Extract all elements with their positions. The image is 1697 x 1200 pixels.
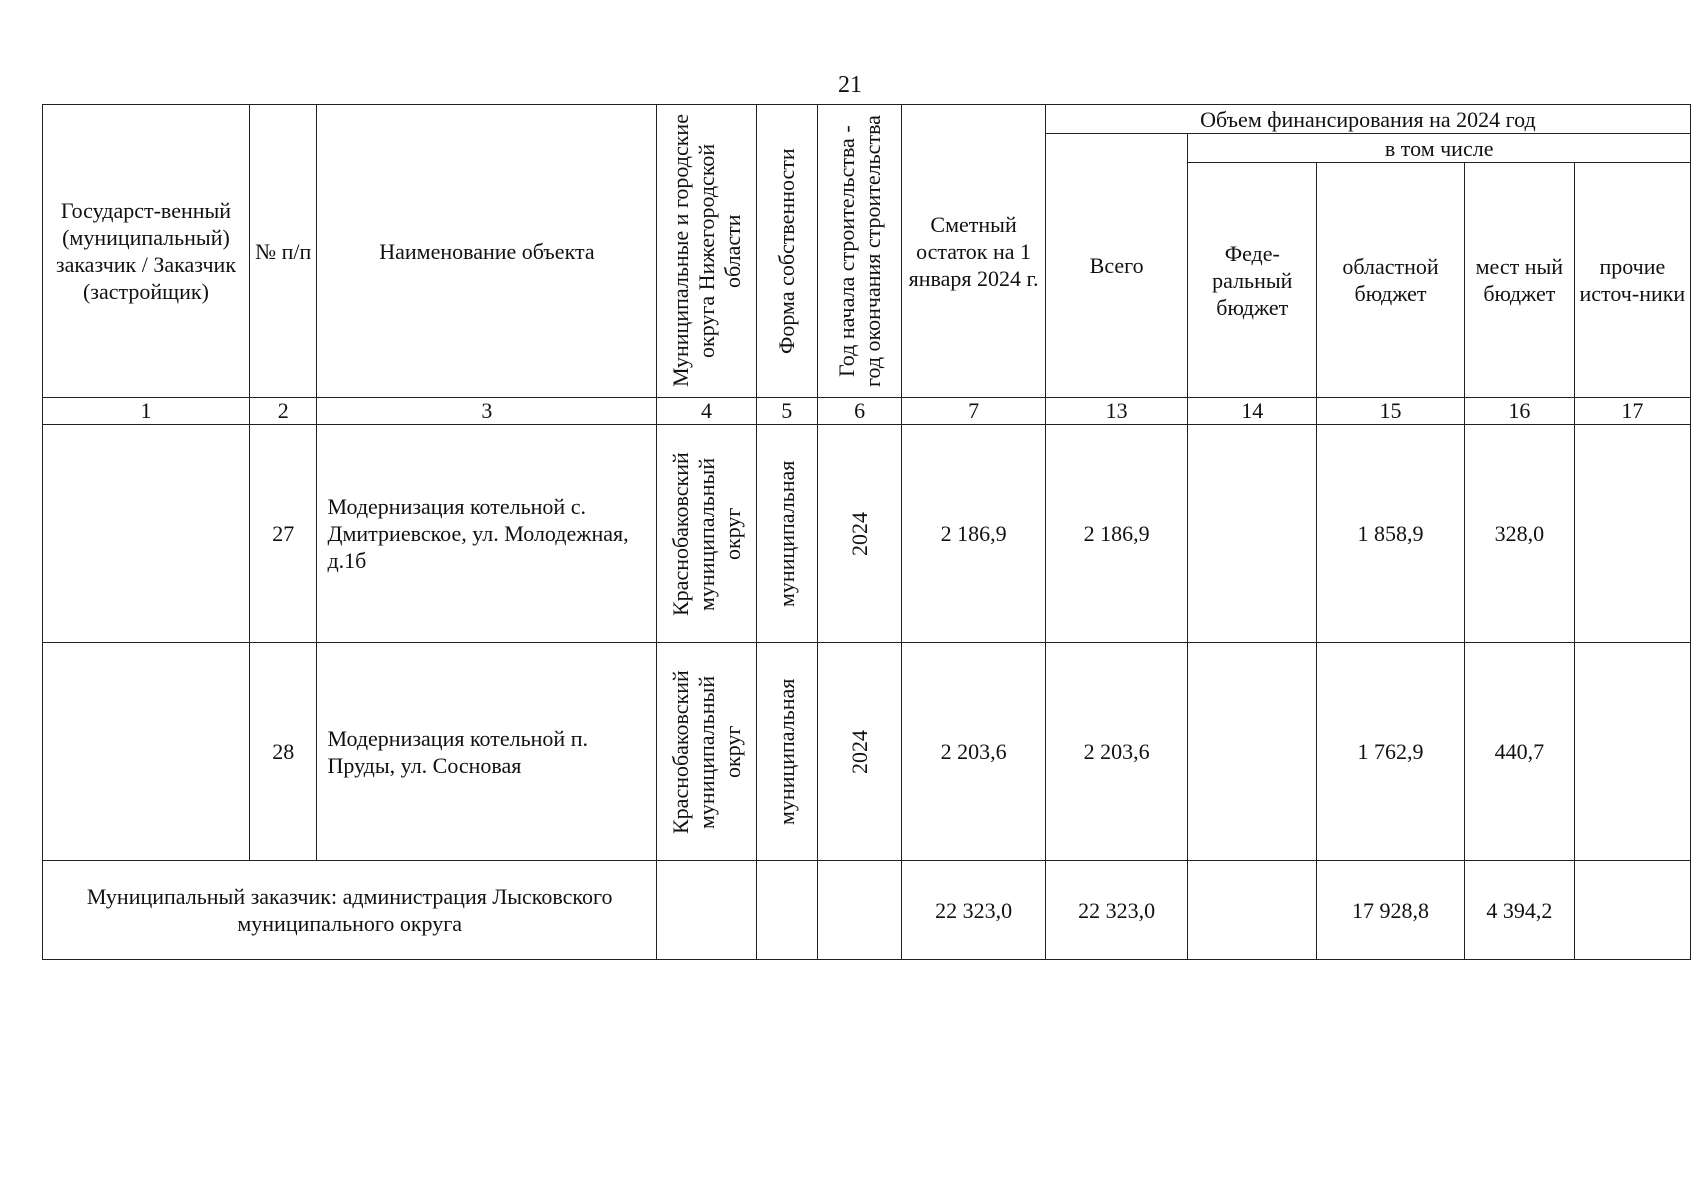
summary-empty-years [817, 861, 901, 960]
summary-empty-ownership [756, 861, 817, 960]
header-ownership [756, 105, 817, 398]
cell-district [657, 643, 756, 861]
table-row [43, 425, 1691, 643]
summary-federal [1188, 861, 1317, 960]
cell-object-name: Модернизация котельной с. Дмитриевское, ул. Молодежная, д.1б [317, 425, 657, 643]
header-years [817, 105, 901, 398]
cell-object-name: Модернизация котельной п. Пруды, ул. Сосновая [317, 643, 657, 861]
cell-total: 2 186,9 [1045, 425, 1188, 643]
cell-ownership-text: муниципальная [773, 678, 799, 825]
summary-regional: 17 928,8 [1317, 861, 1465, 960]
column-number: 15 [1317, 398, 1465, 425]
header-districts [657, 105, 756, 398]
column-number: 16 [1464, 398, 1574, 425]
column-number: 14 [1188, 398, 1317, 425]
cell-district [657, 425, 756, 643]
header-customer: Государст-венный (муниципальный) заказчик / Заказчик (застройщик) [43, 105, 250, 398]
table-row [43, 643, 1691, 861]
header-regional: областной бюджет [1317, 163, 1465, 398]
cell-customer [43, 643, 250, 861]
column-number: 13 [1045, 398, 1188, 425]
cell-federal [1188, 425, 1317, 643]
cell-local: 328,0 [1464, 425, 1574, 643]
header-financing-group: Объем финансирования на 2024 год [1045, 105, 1690, 134]
column-number: 5 [756, 398, 817, 425]
header-districts-text: Муниципальные и городские округа Нижегородской области [667, 114, 745, 388]
header-federal: Феде-ральный бюджет [1188, 163, 1317, 398]
header-number: № п/п [249, 105, 317, 398]
summary-total: 22 323,0 [1045, 861, 1188, 960]
cell-ownership-text: муниципальная [773, 460, 799, 607]
summary-local: 4 394,2 [1464, 861, 1574, 960]
column-number: 1 [43, 398, 250, 425]
header-local: мест ный бюджет [1464, 163, 1574, 398]
cell-customer [43, 425, 250, 643]
cell-regional: 1 858,9 [1317, 425, 1465, 643]
header-row-1 [43, 105, 1691, 134]
cell-estimate: 2 186,9 [902, 425, 1046, 643]
cell-years [817, 425, 901, 643]
cell-years-text: 2024 [846, 729, 872, 774]
column-number: 3 [317, 398, 657, 425]
summary-empty-district [657, 861, 756, 960]
cell-regional: 1 762,9 [1317, 643, 1465, 861]
summary-estimate: 22 323,0 [902, 861, 1046, 960]
cell-number: 27 [249, 425, 317, 643]
cell-estimate: 2 203,6 [902, 643, 1046, 861]
column-number: 7 [902, 398, 1046, 425]
header-object-name: Наименование объекта [317, 105, 657, 398]
cell-number: 28 [249, 643, 317, 861]
cell-years [817, 643, 901, 861]
cell-federal [1188, 643, 1317, 861]
cell-district-text: Краснобаковский муниципальный округ [667, 451, 745, 616]
cell-district-text: Краснобаковский муниципальный округ [667, 669, 745, 834]
column-number: 4 [657, 398, 756, 425]
summary-label: Муниципальный заказчик: администрация Лысковского муниципального округа [43, 861, 657, 960]
header-estimate: Сметный остаток на 1 января 2024 г. [902, 105, 1046, 398]
cell-total: 2 203,6 [1045, 643, 1188, 861]
cell-local: 440,7 [1464, 643, 1574, 861]
summary-other [1574, 861, 1690, 960]
page-number: 21 [838, 72, 862, 98]
header-total: Всего [1045, 134, 1188, 398]
column-number: 6 [817, 398, 901, 425]
cell-years-text: 2024 [846, 511, 872, 556]
header-including: в том числе [1188, 134, 1691, 163]
column-number-row [43, 398, 1691, 425]
cell-ownership [756, 643, 817, 861]
header-other: прочие источ-ники [1574, 163, 1690, 398]
financing-table [42, 104, 1691, 960]
cell-other [1574, 643, 1690, 861]
header-years-text: Год начала строительства - год окончания строительства [833, 115, 885, 387]
cell-ownership [756, 425, 817, 643]
summary-row [43, 861, 1691, 960]
column-number: 17 [1574, 398, 1690, 425]
column-number: 2 [249, 398, 317, 425]
header-ownership-text: Форма собственности [773, 148, 799, 354]
cell-other [1574, 425, 1690, 643]
